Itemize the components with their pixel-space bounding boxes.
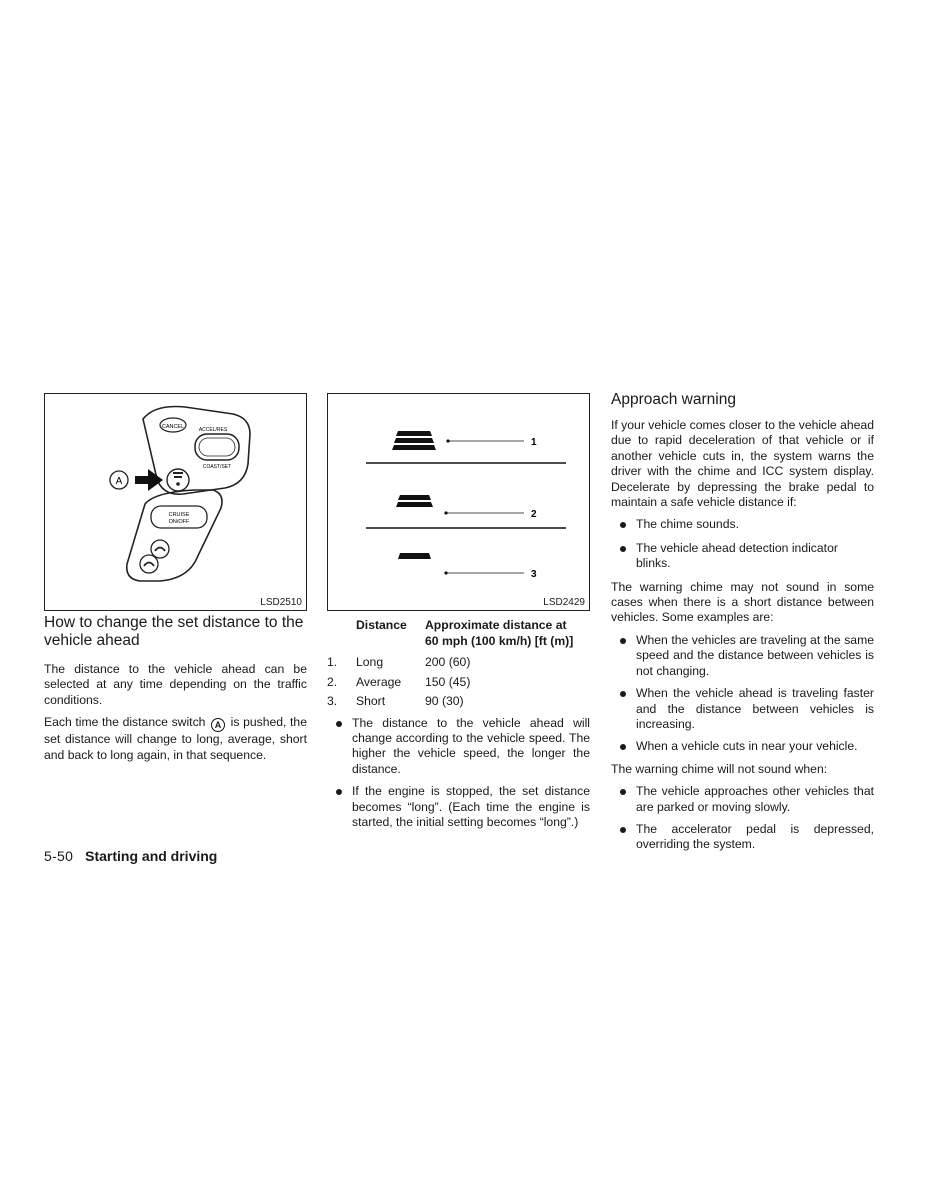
bullet-list [611,784,874,853]
distance-mark-2: 2 [531,509,537,520]
distance-table [327,617,573,712]
table-header-approx: Approximate distance at 60 mph (100 km/h) [ft (m)] [425,618,574,648]
figure-code: LSD2429 [543,597,585,608]
right-column [611,391,874,853]
cruise-label: CRUISE [168,512,190,518]
cruise-onoff-label: ON/OFF [168,519,190,525]
bullet-list [611,633,874,755]
paragraph: The warning chime may not sound in some cases when there is a short distance between vehicles. Some examples are: [611,579,874,625]
paragraph-text: Each time the distance switch [44,715,206,730]
distance-level-illustration [328,394,589,594]
figure-distance-levels [327,393,590,611]
list-item: The vehicle ahead detection indicator blinks. [611,541,874,572]
bullet-list [327,716,590,831]
table-row: 2. Average 150 (45) [327,674,471,689]
list-item: The chime sounds. [611,517,874,532]
accel-res-label: ACCEL/RES [198,427,228,433]
coast-set-label: COAST/SET [202,464,232,470]
list-item: When the vehicle ahead is traveling faster and the distance between vehicles is increasing. [611,686,874,732]
paragraph: The warning chime will not sound when: [611,761,828,776]
list-item: The accelerator pedal is depressed, overriding the system. [611,822,874,853]
paragraph [44,715,307,763]
left-column [44,614,307,763]
paragraph: If your vehicle comes closer to the vehicle ahead due to rapid deceleration of that vehicle or if another vehicle cuts in, the system warns the driver with the chime and ICC system display. Decelerate by depressing the brake pedal to maintain a safe vehicle distance if: [611,418,874,510]
switch-a-symbol: A [211,718,225,732]
list-item: When a vehicle cuts in near your vehicle. [611,739,874,754]
table-header-distance: Distance [356,618,407,632]
paragraph: The distance to the vehicle ahead can be selected at any time depending on the traffic conditions. [44,662,307,707]
table-row: 3. Short 90 (30) [327,694,464,708]
distance-mark-1: 1 [531,437,537,448]
steering-switch-illustration [45,394,306,594]
section-heading: How to change the set distance to the vehicle ahead [44,614,304,649]
cancel-label: CANCEL [161,424,185,430]
middle-column [327,617,590,830]
table-row: 1. Long 200 (60) [327,655,471,669]
page-number: 5-50 [44,848,74,864]
paragraph-text: is pushed, the set distance will change to long, average, short and back to long again, in that sequence. [44,715,307,762]
callout-a-label: A [115,476,123,487]
figure-code: LSD2510 [260,597,302,608]
section-heading: Approach warning [611,391,736,408]
page-footer [44,848,217,864]
list-item: If the engine is stopped, the set distance becomes “long”. (Each time the engine is started, the initial setting becomes “long”.) [327,784,590,830]
list-item: The vehicle approaches other vehicles that are parked or moving slowly. [611,784,874,815]
figure-distance-switch [44,393,307,611]
distance-mark-3: 3 [531,569,537,580]
bullet-list [611,517,874,571]
list-item: When the vehicles are traveling at the same speed and the distance between vehicles is not changing. [611,633,874,679]
list-item: The distance to the vehicle ahead will change according to the vehicle speed. The higher the vehicle speed, the longer the distance. [327,716,590,778]
section-title: Starting and driving [85,848,218,864]
table-header-row [327,617,573,649]
